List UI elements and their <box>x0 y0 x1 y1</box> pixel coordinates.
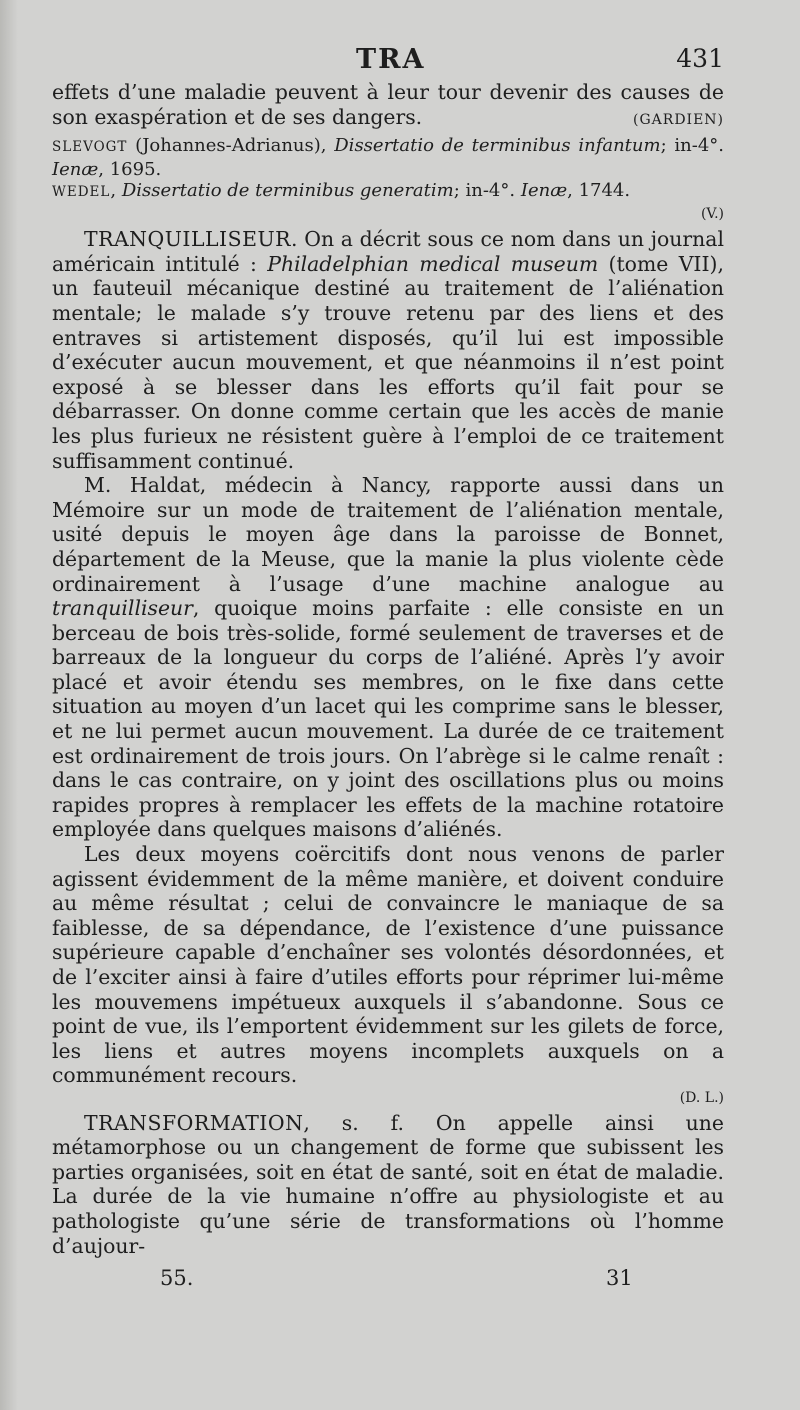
bibliography-place: Ienæ <box>52 158 99 180</box>
page-gutter-shadow <box>0 0 18 1410</box>
paragraph-text: Les deux moyens coërcitifs dont nous venons de parler agissent évidemment de la même manière, et doivent conduire au même résultat ; celui de convaincre le maniaque de sa faiblesse, de sa dépendance, de l’existence d’une puissance supérieure capable d’enchaîner ses volontés désordonnées, et de l’exciter ainsi à faire d’utiles efforts pour réprimer lui-même les mouvemens impétueux auxquels il s’abandonne. Sous ce point de vue, ils l’emportent évidemment sur les gilets de force, les liens et autres moyens incomplets auxquels on a communément recours. <box>52 842 724 1088</box>
bibliography-text: ; in-4°. <box>660 135 724 157</box>
entry-tranquilliseur <box>52 227 724 473</box>
running-title: TRA <box>356 44 426 75</box>
bibliography-text: , <box>110 180 122 202</box>
paragraph-text: M. Haldat, médecin à Nancy, rapporte aussi dans un Mémoire sur un mode de traitement de l’aliénation mentale, usité depuis le moyen âge dans la paroisse de Bonnet, département de la Meuse, que la manie la plus violente cède ordinairement à l’usage d’une machine analogue au <box>52 473 724 596</box>
page-body <box>52 80 724 1258</box>
paragraph-text: (tome VII), un fauteuil mécanique destiné au traitement de l’aliénation mentale; le malade s’y trouve retenu par des liens et des entraves si artistement disposés, qu’il lui est impossible d’exécuter aucun mouvement, et que néanmoins il n’est point exposé à se blesser dans les efforts qu’il fait pour se débarrasser. On donne comme certain que les accès de manie les plus furieux ne résistent guère à l’emploi de ce traitement suffisamment continué. <box>52 251 724 473</box>
bibliography-author: WEDEL <box>52 184 111 201</box>
paragraph-text: effets d’une maladie peuvent à leur tour devenir des causes de son exaspération et de ses dangers. <box>52 80 724 129</box>
page-footer <box>52 1266 724 1296</box>
paragraph-text: , s. f. On appelle ainsi une métamorphose ou un changement de forme que subissent les parties organisées, soit en état de santé, soit en état de maladie. La durée de la vie humaine n’offre au physiologiste et au pathologiste qu’une série de transformations où l’homme d’aujour- <box>52 1110 724 1258</box>
bibliography-text: , 1744. <box>567 180 631 202</box>
author-signature: (GARDIEN) <box>633 111 724 128</box>
paragraph-text: , quoique moins parfaite : elle consiste en un berceau de bois très-solide, formé seulement de traverses et de barreaux de la longueur du corps de l’aliéné. Après l’y avoir placé et avoir étendu ses membres, on le fixe dans cette situation au moyen d’un lacet qui les comprime sans le blesser, et ne lui permet aucun mouvement. La durée de ce traitement est ordinairement de trois jours. On l’abrège si le calme renaît : dans le cas contraire, on y joint des oscillations plus ou moins rapides propres à remplacer les effets de la machine rotatoire employée dans quelques maisons d’aliénés. <box>52 596 724 842</box>
bibliography-title: Dissertatio de terminibus generatim <box>121 180 454 202</box>
signature-mark: 31 <box>606 1266 633 1290</box>
entry-headword: TRANQUILLISEUR <box>84 227 292 252</box>
bibliography-text: (Johannes-Adrianus), <box>127 135 335 157</box>
entry-transformation <box>52 1111 724 1259</box>
author-signature: (V.) <box>700 205 724 222</box>
bibliography-entry <box>52 135 724 180</box>
bibliography-author: SLEVOGT <box>52 139 128 156</box>
bibliography-text: , 1695. <box>98 158 162 180</box>
volume-mark: 55. <box>160 1266 194 1290</box>
page-number: 431 <box>676 44 724 73</box>
paragraph-haldat <box>52 473 724 842</box>
bibliography-text: ; in-4°. <box>453 180 521 202</box>
bibliography-place: Ienæ <box>520 180 568 202</box>
author-signature: (D. L.) <box>679 1089 724 1106</box>
entry-headword: TRANSFORMATION <box>84 1110 304 1135</box>
paragraph-continuation <box>52 80 724 129</box>
bibliography-title: Dissertatio de terminibus infantum <box>334 135 661 157</box>
italic-term: tranquilliseur <box>52 596 193 621</box>
page-header <box>52 44 724 78</box>
paragraph-text: . On a décrit sous ce nom dans un journal américain intitulé : <box>52 227 724 276</box>
paragraph-coercive-means <box>52 842 724 1111</box>
journal-title: Philadelphian medical museum <box>267 251 599 276</box>
bibliography-entry <box>52 180 724 225</box>
